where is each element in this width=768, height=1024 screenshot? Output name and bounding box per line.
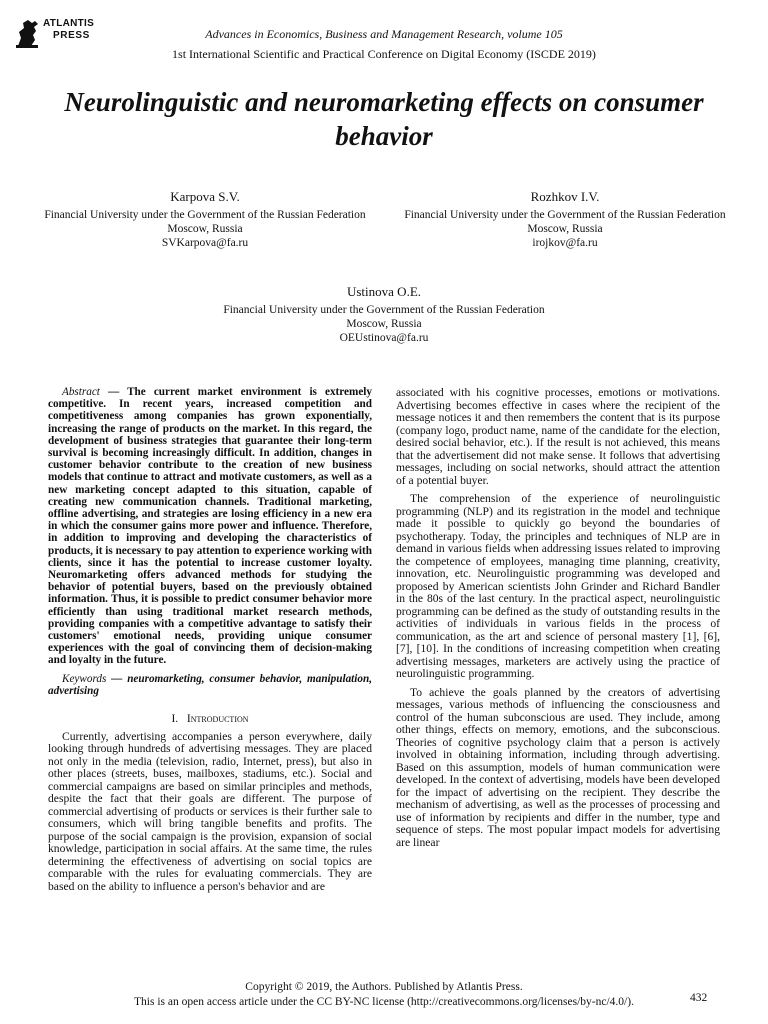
abstract	[48, 386, 372, 667]
paper-title: Neurolinguistic and neuromarketing effects on consumer behavior	[64, 87, 704, 151]
author-location: Moscow, Russia	[167, 223, 243, 235]
author-location: Moscow, Russia	[346, 318, 422, 330]
body-paragraph: associated with his cognitive processes, emotions or motivations. Advertising becomes effective in cases where the recipient of the message notices it and then remembers the content that is its purpose (company logo, product name, name of the candidate for the election, desired social behavior, etc.). If the result is not achieved, this means that the advertisement did not make sense. It follows that advertising messages, including on social networks, should attract the attention of a potential buyer.	[396, 386, 720, 487]
section-number: I.	[171, 712, 179, 726]
page-number: 432	[690, 992, 708, 1004]
abstract-label: Abstract	[62, 386, 100, 398]
author-affiliation: Financial University under the Government of the Russian Federation	[404, 209, 726, 221]
author-block-1	[40, 190, 370, 250]
author-name: Karpova S.V.	[170, 189, 240, 204]
author-name: Rozhkov I.V.	[530, 189, 600, 204]
author-affiliation: Financial University under the Government of the Russian Federation	[44, 209, 366, 221]
body-paragraph: To achieve the goals planned by the creators of advertising messages, various methods of influencing the consciousness and control of the human subconscious are used. They include, among other things, effects on memory, emotions, and the subconscious. Theories of cognitive psychology claim that a person is actively involved in obtaining information, including through advertising. Based on this assumption, models of human communication were developed. In the context of advertising, models have been developed for the impact of advertising on the recipient. They describe the mechanism of advertising, as well as the processes of processing and use of information by recipients and differ in the number, type and sequence of steps. The most popular impact models for advertising are linear	[396, 685, 720, 849]
author-block-3	[134, 285, 634, 345]
body-paragraph: The comprehension of the experience of neurolinguistic programming (NLP) and its registration in the model and technique made it possible to quickly go beyond the boundaries of psychotherapy. Today, the principles and techniques of NLP are in demand in various fields when addressing issues related to improving the competence of employees, managing time planning, creativity, innovation, etc. Neurolinguistic programming was developed and proposed by American scientists John Grinder and Richard Bandler in the 80s of the last century. In the practical aspect, neurolinguistic programming can be defined as the study of outstanding results in the activities of individuals in various fields in the process of communication, as the art and science of personal mastery [1], [6], [7], [10]. In the conditions of increasing competition when creating advertising messages, marketers are actively using the practice of neurolinguistic programming.	[396, 492, 720, 680]
left-column	[48, 386, 372, 899]
author-location: Moscow, Russia	[527, 223, 603, 235]
license-line: This is an open access article under the CC BY-NC license (http://creativecommons.org/licenses/by-nc/4.0/).	[134, 996, 634, 1008]
publisher-name-line2: PRESS	[53, 30, 90, 41]
keywords	[48, 673, 372, 697]
keywords-text: — neuromarketing, consumer behavior, manipulation, advertising	[48, 672, 372, 697]
publisher-name-line1: ATLANTIS	[43, 18, 95, 29]
copyright-line: Copyright © 2019, the Authors. Published by Atlantis Press.	[245, 981, 523, 993]
author-affiliation: Financial University under the Government of the Russian Federation	[223, 304, 545, 316]
intro-paragraph: Currently, advertising accompanies a person everywhere, daily looking through hundreds of advertising messages. They are placed not only in the media (television, radio, Internet, press), but also in other places (streets, buses, mailboxes, stadiums, etc.). Social and commercial campaigns are based on similar principles and methods, despite the fact that their goals are different. The purpose of commercial advertising of products or services is their further sale to consumers, which will bring tangible benefits and profits. The purpose of the social campaign is the provision, expansion of social knowledge, participation in social affairs. At the same time, the rules determining the effectiveness of advertising on social topics are comparable with the rules for evaluating commercials. They are based on the ability to influence a person's behavior and are	[48, 729, 372, 893]
section-heading	[48, 713, 372, 726]
author-email[interactable]: SVKarpova@fa.ru	[161, 237, 249, 249]
author-block-2	[400, 190, 730, 250]
section-title: Introduction	[186, 712, 249, 726]
right-column	[396, 387, 720, 855]
conference-header: 1st International Scientific and Practical Conference on Digital Economy (ISCDE 2019)	[172, 47, 596, 61]
author-email[interactable]: OEUstinova@fa.ru	[339, 332, 429, 344]
author-email[interactable]: irojkov@fa.ru	[532, 237, 598, 249]
abstract-text: — The current market environment is extremely competitive. In recent years, increased competition and competitiveness among companies has grown exponentially, increasing the range of products on the market. In this regard, the development of business strategies that guarantee their long-term survival is becoming increasingly difficult. In addition, changes in customer behavior contribute to the creation of new business models that continue to attract and motivate customers, as well as a new marketing concept adapted to this situation, capable of creating new communication channels. Traditional marketing, offline advertising, and strategies are losing efficiency in a new era in which the consumer gains more power and influence. Therefore, in addition to improving and developing the characteristics of products, it is necessary to pay attention to experience working with clients, since it has the potential to increase customer loyalty. Neuromarketing offers advanced methods for studying the behavior of potential buyers, based on the previously obtained information. Thus, it is possible to predict consumer behavior more efficiently than using traditional market research methods, providing companies with a competitive advantage to satisfy their customers' emotional needs, providing unique consumer experiences with the goal of convincing them of decision-making and loyalty in the future.	[48, 386, 372, 667]
keywords-label: Keywords	[62, 672, 107, 685]
series-header: Advances in Economics, Business and Management Research, volume 105	[205, 27, 563, 41]
author-name: Ustinova O.E.	[346, 284, 422, 299]
